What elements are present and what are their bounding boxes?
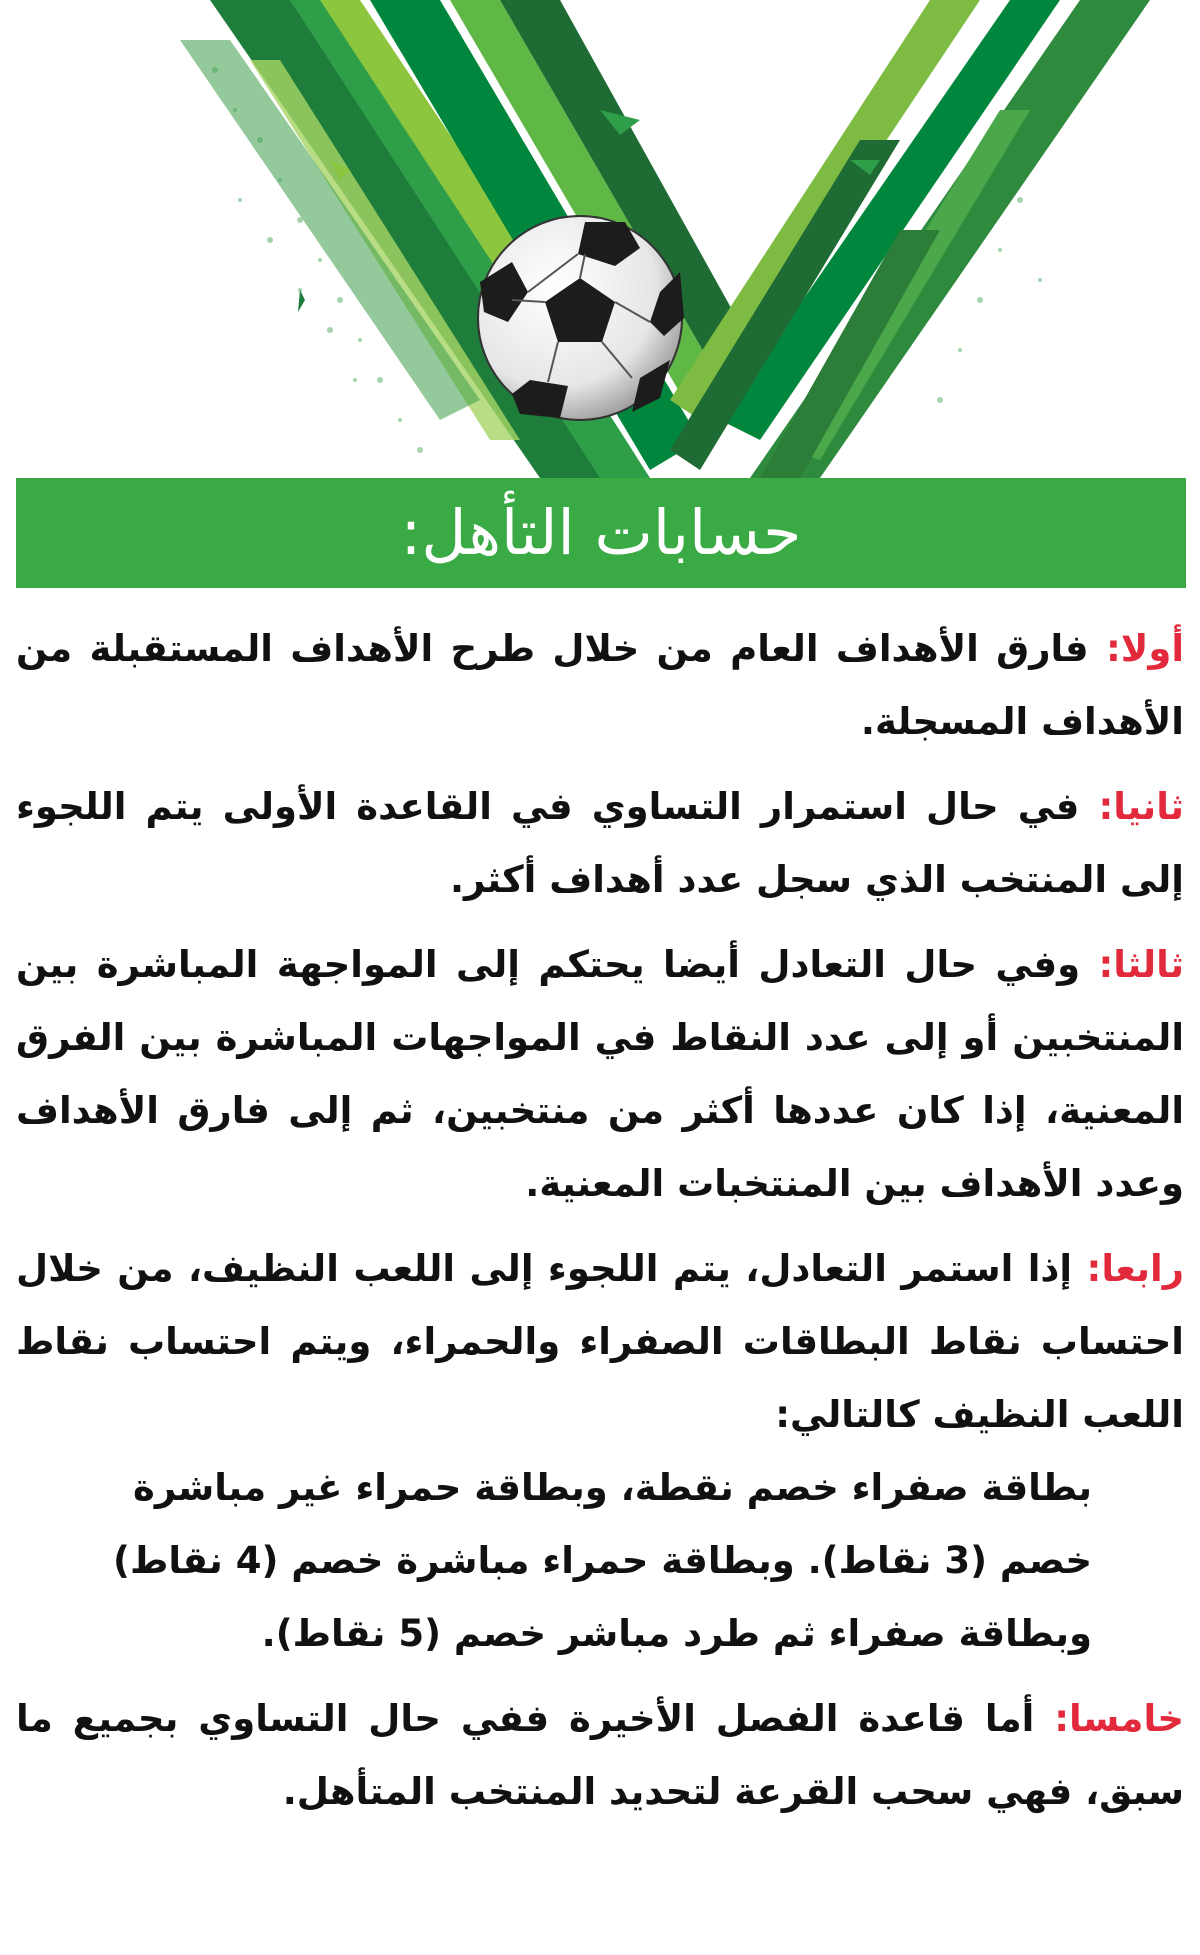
rule-text: إذا استمر التعادل، يتم اللجوء إلى اللعب النظيف، من خلال احتساب نقاط البطاقات الصفراء والحمراء، ويتم احتساب نقاط اللعب النظيف كالتالي: bbox=[16, 1247, 1184, 1436]
rule-text: وفي حال التعادل أيضا يحتكم إلى المواجهة المباشرة بين المنتخبين أو إلى عدد النقاط في المواجهات المباشرة بين الفرق المعنية، إذا كان عددها أكثر من منتخبين، ثم إلى فارق الأهداف وعدد الأهداف بين المنتخبات المعنية. bbox=[16, 943, 1184, 1205]
rule-third bbox=[16, 928, 1184, 1220]
rule-text: أما قاعدة الفصل الأخيرة ففي حال التساوي بجميع ما سبق، فهي سحب القرعة لتحديد المنتخب المتأهل. bbox=[16, 1697, 1184, 1813]
rules-list bbox=[16, 612, 1184, 1840]
rule-label: ثالثا: bbox=[1098, 943, 1184, 986]
rule-second bbox=[16, 770, 1184, 916]
rule-label: ثانيا: bbox=[1098, 785, 1184, 828]
rule-text: في حال استمرار التساوي في القاعدة الأولى يتم اللجوء إلى المنتخب الذي سجل عدد أهداف أكثر. bbox=[16, 785, 1184, 901]
hero-graphic bbox=[0, 0, 1200, 478]
rule-label: أولا: bbox=[1105, 627, 1184, 670]
rule-text: فارق الأهداف العام من خلال طرح الأهداف المستقبلة من الأهداف المسجلة. bbox=[16, 627, 1184, 743]
page-title: حسابات التأهل: bbox=[400, 496, 802, 569]
title-banner bbox=[16, 478, 1186, 588]
soccer-ball-icon bbox=[478, 216, 684, 420]
rule-fifth bbox=[16, 1682, 1184, 1828]
fair-play-points: بطاقة صفراء خصم نقطة، وبطاقة حمراء غير مباشرة خصم (3 نقاط). وبطاقة حمراء مباشرة خصم (4 نقاط) وبطاقة صفراء ثم طرد مباشر خصم (5 نقاط). bbox=[113, 1466, 1092, 1655]
rule-label: رابعا: bbox=[1086, 1247, 1184, 1290]
rule-first bbox=[16, 612, 1184, 758]
rule-fourth bbox=[16, 1232, 1184, 1451]
green-stripes bbox=[180, 0, 1150, 478]
rule-label: خامسا: bbox=[1054, 1697, 1185, 1740]
